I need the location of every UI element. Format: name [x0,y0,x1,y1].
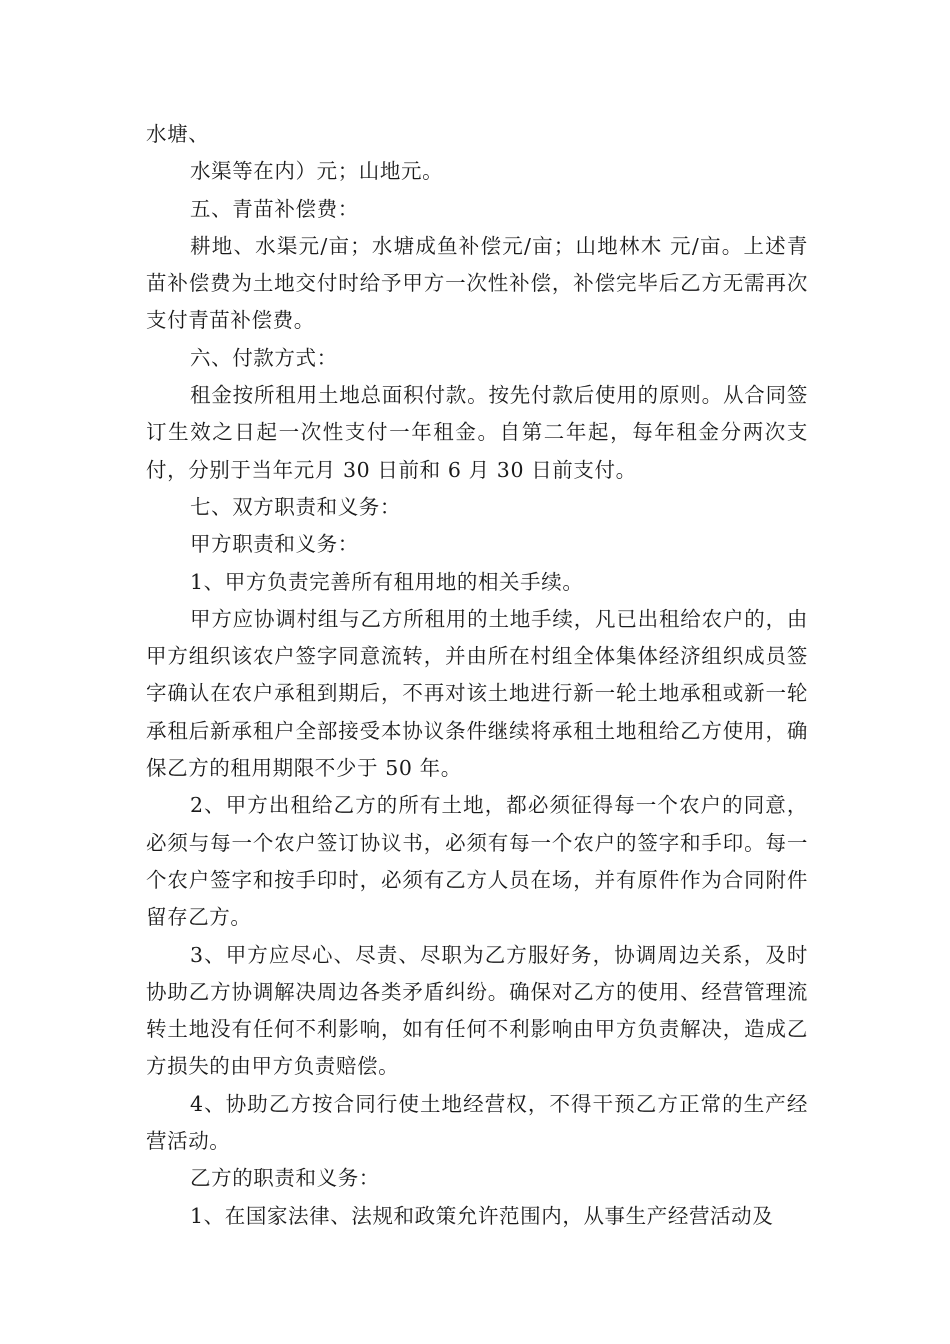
subheading-party-a: 甲方职责和义务： [190,532,359,557]
paragraph-14: 1、在国家法律、法规和政策允许范围内，从事生产经营活动及 [190,1203,774,1228]
paragraph-5: 租金按所租用土地总面积付款。按先付款后使用的原则。从合同签订生效之日起一次性支付一年租金。自第二年起，每年租金分两次支付，分别于当年元月 30 日前和 6 月 30 日前支付。 [146,383,808,482]
paragraph-0: 水塘、 [146,122,210,146]
paragraph-10: 2、甲方出租给乙方的所有土地，都必须征得每一个农户的同意，必须与每一个农户签订协议书，必须有每一个农户的签字和手印。每一个农户签字和按手印时，必须有乙方人员在场，并有原件作为合同附件留存乙方。 [146,793,808,930]
paragraph-12: 4、协助乙方按合同行使土地经营权，不得干预乙方正常的生产经营活动。 [146,1091,808,1154]
section-heading-6: 六、付款方式： [190,345,338,370]
document-body [146,116,808,1235]
paragraph-9: 甲方应协调村组与乙方所租用的土地手续，凡已出租给农户的，由甲方组织该农户签字同意流转，并由所在村组全体集体经济组织成员签字确认在农户承租到期后，不再对该土地进行新一轮土地承租或新一轮承租后新承租户全部接受本协议条件继续将承租土地租给乙方使用，确保乙方的租用期限不少于 50 年。 [146,606,808,781]
subheading-party-b: 乙方的职责和义务： [190,1166,380,1191]
paragraph-3: 耕地、水渠元/亩；水塘成鱼补偿元/亩；山地林木 元/亩。上述青苗补偿费为土地交付时给予甲方一次性补偿，补偿完毕后乙方无需再次支付青苗补偿费。 [146,233,808,333]
paragraph-1: 水渠等在内）元；山地元。 [190,159,444,184]
section-heading-5: 五、青苗补偿费： [190,196,359,221]
paragraph-8: 1、甲方负责完善所有租用地的相关手续。 [190,569,584,594]
section-heading-7: 七、双方职责和义务： [190,494,401,519]
paragraph-11: 3、甲方应尽心、尽责、尽职为乙方服好务，协调周边关系，及时协助乙方协调解决周边各类矛盾纠纷。确保对乙方的使用、经营管理流转土地没有任何不利影响，如有任何不利影响由甲方负责解决，造成乙方损失的由甲方负责赔偿。 [146,942,808,1079]
